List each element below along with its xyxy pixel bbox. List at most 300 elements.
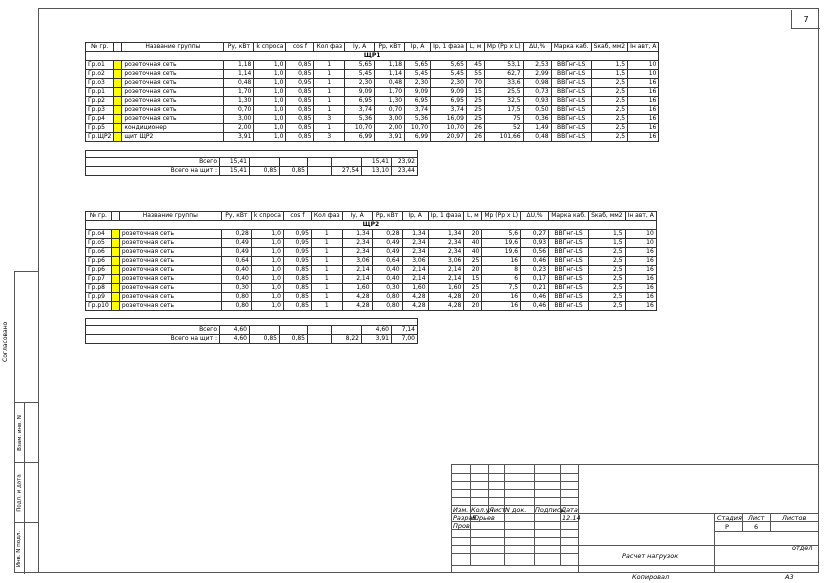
table-cell: розеточная сеть	[119, 239, 221, 248]
on-panel-py: 15,41	[220, 167, 250, 176]
table-row	[86, 302, 657, 311]
table-header	[86, 212, 657, 221]
table-cell: 20,97	[431, 133, 467, 142]
highlight-cell	[114, 124, 122, 133]
table-cell: ВВГнг-LS	[549, 266, 589, 275]
header-cell: Iр, А	[405, 43, 431, 52]
table-cell: 1,60	[428, 284, 464, 293]
table-cell: 3	[314, 115, 345, 124]
header-cell: Марка каб.	[549, 212, 589, 221]
table-cell: 2,99	[523, 70, 551, 79]
table-cell: 0,85	[283, 266, 311, 275]
table-cell: 1,0	[251, 302, 283, 311]
panel-name: ЩР2	[86, 221, 657, 230]
table-cell: 2,5	[591, 106, 628, 115]
table-cell: 0,85	[283, 275, 311, 284]
table-cell: 0,40	[372, 275, 402, 284]
table-cell: ВВГнг-LS	[549, 284, 589, 293]
table-cell: 1,0	[251, 275, 283, 284]
header-cell: Название группы	[122, 43, 224, 52]
col-sheet: Лист	[489, 506, 506, 514]
table-cell: 1,0	[251, 230, 283, 239]
table-cell: 1	[311, 275, 342, 284]
header-cell: Iн авт, А	[625, 212, 656, 221]
table-cell: 0,95	[283, 230, 311, 239]
table-cell: 33,6	[484, 79, 523, 88]
table-cell: розеточная сеть	[119, 293, 221, 302]
table-cell: 0,70	[224, 106, 254, 115]
table-cell: розеточная сеть	[119, 275, 221, 284]
table-cell: 0,64	[372, 257, 402, 266]
header-cell: Sкаб, мм2	[589, 212, 626, 221]
load-table-panel-1	[85, 42, 659, 142]
table-cell: розеточная сеть	[119, 302, 221, 311]
table-cell: розеточная сеть	[119, 284, 221, 293]
table-cell: 0,46	[521, 257, 549, 266]
title-block	[451, 464, 819, 581]
table-cell: 1,14	[375, 70, 405, 79]
table-row	[86, 133, 659, 142]
header-cell: Рр, кВт	[375, 43, 405, 52]
header-cell	[111, 212, 119, 221]
table-cell: 5,36	[405, 115, 431, 124]
table-cell: 3,06	[428, 257, 464, 266]
table-cell: 0,30	[221, 284, 251, 293]
table-cell: 0,17	[521, 275, 549, 284]
table-cell: 2,5	[589, 284, 626, 293]
table-cell: 0,28	[372, 230, 402, 239]
table-cell: ВВГнг-LS	[549, 230, 589, 239]
table-cell: 1,0	[254, 70, 286, 79]
table-row	[86, 284, 657, 293]
table-cell: 55	[466, 70, 484, 79]
table-cell: 3,74	[345, 106, 375, 115]
table-cell: 1,0	[251, 257, 283, 266]
table-cell: 16	[625, 284, 656, 293]
table-cell: 32,5	[484, 97, 523, 106]
table-cell: 1	[314, 124, 345, 133]
table-row	[86, 61, 659, 70]
table-cell: 62,7	[484, 70, 523, 79]
table-cell: 1,0	[254, 97, 286, 106]
table-row	[86, 266, 657, 275]
table-cell: 3,74	[405, 106, 431, 115]
table-cell: 0,85	[283, 293, 311, 302]
table-cell: ВВГнг-LS	[549, 248, 589, 257]
header-cell: Iр, 1 фаза	[431, 43, 467, 52]
table-cell: 16	[482, 293, 521, 302]
developer-name: Юрьев	[472, 514, 495, 522]
highlight-cell	[114, 133, 122, 142]
table-cell: 0,80	[372, 302, 402, 311]
table-cell: 5,65	[345, 61, 375, 70]
table-cell: 2,5	[591, 88, 628, 97]
inv-replace-label: Взам. инв. N	[16, 414, 23, 451]
total-label: Всего	[86, 326, 220, 335]
table-cell: 0,95	[286, 79, 314, 88]
table-cell: 1,5	[591, 61, 628, 70]
table-cell: 0,85	[286, 88, 314, 97]
table-cell: 10	[628, 70, 659, 79]
table-cell: 1,18	[375, 61, 405, 70]
table-cell: 0,85	[286, 124, 314, 133]
table-cell: 0,48	[224, 79, 254, 88]
header-cell: Марка каб.	[551, 43, 591, 52]
header-cell: Мр (Рр х L)	[482, 212, 521, 221]
table-cell: 0,28	[221, 230, 251, 239]
table-cell: 2,5	[589, 257, 626, 266]
table-cell: 4,28	[402, 293, 428, 302]
table-cell: ВВГнг-LS	[551, 115, 591, 124]
table-cell: 19,6	[482, 239, 521, 248]
table-cell: 0,46	[521, 293, 549, 302]
table-cell: 2,14	[342, 275, 372, 284]
table-row	[86, 97, 659, 106]
table-cell: 10	[625, 230, 656, 239]
table-cell: 2,34	[342, 239, 372, 248]
table-row	[86, 88, 659, 97]
table-cell: 0,93	[521, 239, 549, 248]
table-cell: 0,36	[523, 115, 551, 124]
table-cell: 5,36	[345, 115, 375, 124]
table-cell: 3,00	[224, 115, 254, 124]
table-cell: 0,85	[286, 70, 314, 79]
table-cell: 4,28	[428, 302, 464, 311]
highlight-cell	[114, 70, 122, 79]
table-cell: Гр.р6	[86, 266, 112, 275]
table-cell: 2,5	[589, 248, 626, 257]
total-py: 4,60	[220, 326, 250, 335]
table-cell: 16	[482, 302, 521, 311]
table-cell: 1,5	[589, 230, 626, 239]
table-cell: ВВГнг-LS	[551, 133, 591, 142]
table-cell: 1,0	[254, 79, 286, 88]
table-cell: 5,65	[431, 61, 467, 70]
table-cell: Гр.р5	[86, 124, 114, 133]
table-cell: 3,91	[224, 133, 254, 142]
table-cell: 1,49	[523, 124, 551, 133]
table-cell: 16	[482, 257, 521, 266]
highlight-cell	[114, 115, 122, 124]
table-cell: 5,65	[405, 61, 431, 70]
copied-label: Копировал	[632, 573, 670, 581]
header-cell: k спроса	[251, 212, 283, 221]
table-cell: 1	[314, 88, 345, 97]
table-cell: ВВГнг-LS	[551, 97, 591, 106]
table-row	[86, 106, 659, 115]
table-cell: 0,27	[521, 230, 549, 239]
table-cell: розеточная сеть	[119, 257, 221, 266]
header-cell: Iр, 1 фаза	[428, 212, 464, 221]
table-cell: 1	[311, 239, 342, 248]
table-cell: 16	[625, 257, 656, 266]
table-cell: 2,30	[431, 79, 467, 88]
table-cell: 1	[311, 257, 342, 266]
table-cell: 0,85	[283, 284, 311, 293]
table-cell: 0,64	[221, 257, 251, 266]
table-cell: ВВГнг-LS	[551, 61, 591, 70]
table-cell: 0,49	[221, 248, 251, 257]
table-cell: 1,30	[375, 97, 405, 106]
table-cell: 2,14	[428, 275, 464, 284]
load-table-panel-2	[85, 211, 657, 311]
on-panel-ip: 23,44	[392, 167, 418, 176]
sheet-value: 6	[754, 523, 759, 531]
on-panel-iy: 8,22	[332, 335, 362, 344]
table-cell: 0,48	[523, 133, 551, 142]
table-cell: 0,50	[523, 106, 551, 115]
table-cell: 10,70	[345, 124, 375, 133]
on-panel-cos: 0,85	[280, 167, 308, 176]
table-cell: 20	[464, 266, 482, 275]
table-cell: 2,00	[375, 124, 405, 133]
table-cell: 0,56	[521, 248, 549, 257]
table-cell: Гр.р8	[86, 284, 112, 293]
col-count: Кол.уч	[471, 506, 494, 514]
table-cell: 16	[628, 115, 659, 124]
header-cell: № гр.	[86, 212, 112, 221]
totals-panel-1	[85, 150, 418, 176]
on-panel-ip: 7,00	[392, 335, 418, 344]
stage-value: Р	[725, 523, 729, 531]
table-cell: 0,85	[283, 302, 311, 311]
table-cell: 101,66	[484, 133, 523, 142]
table-cell: 6,99	[405, 133, 431, 142]
header-cell: k спроса	[254, 43, 286, 52]
table-cell: 1	[311, 302, 342, 311]
table-cell: 1	[314, 79, 345, 88]
org-name: отдел	[792, 544, 813, 552]
table-cell: 15	[466, 88, 484, 97]
table-cell: 2,34	[428, 239, 464, 248]
table-cell: розеточная сеть	[122, 79, 224, 88]
on-panel-k: 0,85	[250, 335, 280, 344]
table-cell: 1	[311, 230, 342, 239]
table-cell: 0,85	[286, 97, 314, 106]
table-row	[86, 293, 657, 302]
table-cell: 8	[482, 266, 521, 275]
table-cell: розеточная сеть	[122, 88, 224, 97]
table-cell: 0,40	[221, 275, 251, 284]
table-cell: 10,70	[405, 124, 431, 133]
table-cell: 0,80	[221, 302, 251, 311]
header-cell: Ру, кВт	[221, 212, 251, 221]
table-cell: 9,09	[345, 88, 375, 97]
highlight-cell	[111, 230, 119, 239]
sign-date-label: Подп. и дата	[16, 473, 23, 512]
table-cell: 1,70	[224, 88, 254, 97]
on-panel-cos: 0,85	[280, 335, 308, 344]
table-row	[86, 239, 657, 248]
developer-label: Разраб.	[453, 514, 479, 522]
sheets-label: Листов	[782, 514, 807, 522]
table-cell: 9,09	[405, 88, 431, 97]
table-cell: Гр.о4	[86, 230, 112, 239]
table-cell: 2,5	[589, 293, 626, 302]
table-cell: 0,46	[521, 302, 549, 311]
header-cell: Мр (Рр х L)	[484, 43, 523, 52]
table-cell: 0,98	[523, 79, 551, 88]
table-cell: 0,73	[523, 88, 551, 97]
table-cell: 4,28	[342, 302, 372, 311]
table-cell: 16	[625, 293, 656, 302]
total-py: 15,41	[220, 158, 250, 167]
table-cell: 0,80	[372, 293, 402, 302]
table-cell: 2,30	[345, 79, 375, 88]
header-cell: Iр, А	[402, 212, 428, 221]
header-cell: Sкаб, мм2	[591, 43, 628, 52]
table-cell: 7,5	[482, 284, 521, 293]
developer-date: 12.14	[562, 514, 581, 522]
table-cell: ВВГнг-LS	[551, 106, 591, 115]
table-cell: 0,95	[283, 257, 311, 266]
total-ip: 7,14	[392, 326, 418, 335]
highlight-cell	[114, 79, 122, 88]
table-cell: 0,95	[283, 239, 311, 248]
table-cell: 16	[628, 97, 659, 106]
table-cell: 0,30	[372, 284, 402, 293]
highlight-cell	[114, 61, 122, 70]
table-cell: ВВГнг-LS	[551, 124, 591, 133]
on-panel-pp: 3,91	[362, 335, 392, 344]
header-cell: Iн авт, А	[628, 43, 659, 52]
left-stamp	[14, 271, 38, 573]
table-cell: 20	[464, 230, 482, 239]
table-cell: 0,80	[221, 293, 251, 302]
table-cell: 0,40	[372, 266, 402, 275]
highlight-cell	[111, 239, 119, 248]
inv-orig-label: Инв. N подл.	[16, 530, 23, 567]
table-cell: Гр.р2	[86, 97, 114, 106]
header-cell: Кол фаз	[314, 43, 345, 52]
col-sign: Подпись	[535, 506, 565, 514]
table-cell: 6,99	[345, 133, 375, 142]
table-cell: 25	[466, 97, 484, 106]
table-cell: 1,34	[402, 230, 428, 239]
table-header	[86, 43, 659, 52]
table-row	[86, 257, 657, 266]
stage-label: Стадия	[717, 514, 742, 522]
on-panel-pp: 13,10	[362, 167, 392, 176]
table-cell: 3	[314, 133, 345, 142]
table-cell: ВВГнг-LS	[549, 293, 589, 302]
table-cell: 25	[464, 257, 482, 266]
table-cell: 3,06	[342, 257, 372, 266]
total-label: Всего	[86, 158, 220, 167]
table-cell: 1	[311, 293, 342, 302]
table-cell: 20	[464, 293, 482, 302]
table-cell: 2,5	[591, 124, 628, 133]
table-cell: 45	[466, 61, 484, 70]
table-cell: 1,60	[402, 284, 428, 293]
format-label: А3	[785, 573, 794, 581]
col-change: Изм.	[453, 506, 469, 514]
header-cell: № гр.	[86, 43, 114, 52]
table-cell: 6	[482, 275, 521, 284]
header-cell: cos f	[286, 43, 314, 52]
table-cell: 6,95	[405, 97, 431, 106]
highlight-cell	[111, 302, 119, 311]
table-cell: 75	[484, 115, 523, 124]
highlight-cell	[111, 248, 119, 257]
table-cell: 40	[464, 248, 482, 257]
table-cell: розеточная сеть	[122, 115, 224, 124]
table-cell: 26	[466, 133, 484, 142]
table-row	[86, 115, 659, 124]
on-panel-label: Всего на щит :	[86, 335, 220, 344]
total-ip: 23,92	[392, 158, 418, 167]
table-cell: Гр.р3	[86, 106, 114, 115]
table-cell: Гр.о2	[86, 70, 114, 79]
table-cell: 1,0	[251, 293, 283, 302]
header-cell: cos f	[283, 212, 311, 221]
table-cell: 25	[466, 115, 484, 124]
on-panel-k: 0,85	[250, 167, 280, 176]
table-cell: 6,95	[431, 97, 467, 106]
table-cell: ВВГнг-LS	[549, 239, 589, 248]
highlight-cell	[111, 257, 119, 266]
table-cell: 0,93	[523, 97, 551, 106]
table-cell: 0,85	[286, 61, 314, 70]
table-cell: 2,5	[591, 133, 628, 142]
table-cell: 2,30	[405, 79, 431, 88]
header-cell: Iу, А	[342, 212, 372, 221]
table-cell: 25	[466, 106, 484, 115]
table-cell: 10	[628, 61, 659, 70]
table-cell: 1,34	[342, 230, 372, 239]
table-cell: 16	[628, 133, 659, 142]
table-cell: 20	[464, 302, 482, 311]
table-cell: 16	[628, 106, 659, 115]
table-cell: 1	[314, 97, 345, 106]
total-pp: 15,41	[362, 158, 392, 167]
on-panel-label: Всего на щит :	[86, 167, 220, 176]
table-cell: 0,23	[521, 266, 549, 275]
table-cell: 2,5	[591, 79, 628, 88]
table-cell: 19,6	[482, 248, 521, 257]
table-cell: 1,0	[251, 239, 283, 248]
table-cell: 5,45	[345, 70, 375, 79]
total-pp: 4,60	[362, 326, 392, 335]
sheet-label: Лист	[748, 514, 765, 522]
table-cell: щит ЩР2	[122, 133, 224, 142]
table-cell: 1	[314, 70, 345, 79]
table-cell: 5,6	[482, 230, 521, 239]
table-cell: 0,49	[221, 239, 251, 248]
table-row	[86, 230, 657, 239]
header-cell	[114, 43, 122, 52]
table-cell: Гр.ЩР2	[86, 133, 114, 142]
table-cell: 1,30	[224, 97, 254, 106]
table-cell: 3,06	[402, 257, 428, 266]
table-cell: 3,74	[431, 106, 467, 115]
table-cell: розеточная сеть	[119, 230, 221, 239]
table-cell: 16	[628, 124, 659, 133]
table-cell: ВВГнг-LS	[549, 275, 589, 284]
checker-label: Пров.	[453, 522, 472, 530]
table-cell: 16	[625, 248, 656, 257]
table-cell: 2,14	[402, 275, 428, 284]
table-cell: 5,45	[431, 70, 467, 79]
table-cell: 1,0	[254, 115, 286, 124]
table-row	[86, 70, 659, 79]
table-cell: 16	[628, 79, 659, 88]
table-cell: Гр.р9	[86, 293, 112, 302]
table-cell: 17,5	[484, 106, 523, 115]
header-cell: L, м	[466, 43, 484, 52]
highlight-cell	[114, 97, 122, 106]
table-cell: 10	[625, 239, 656, 248]
